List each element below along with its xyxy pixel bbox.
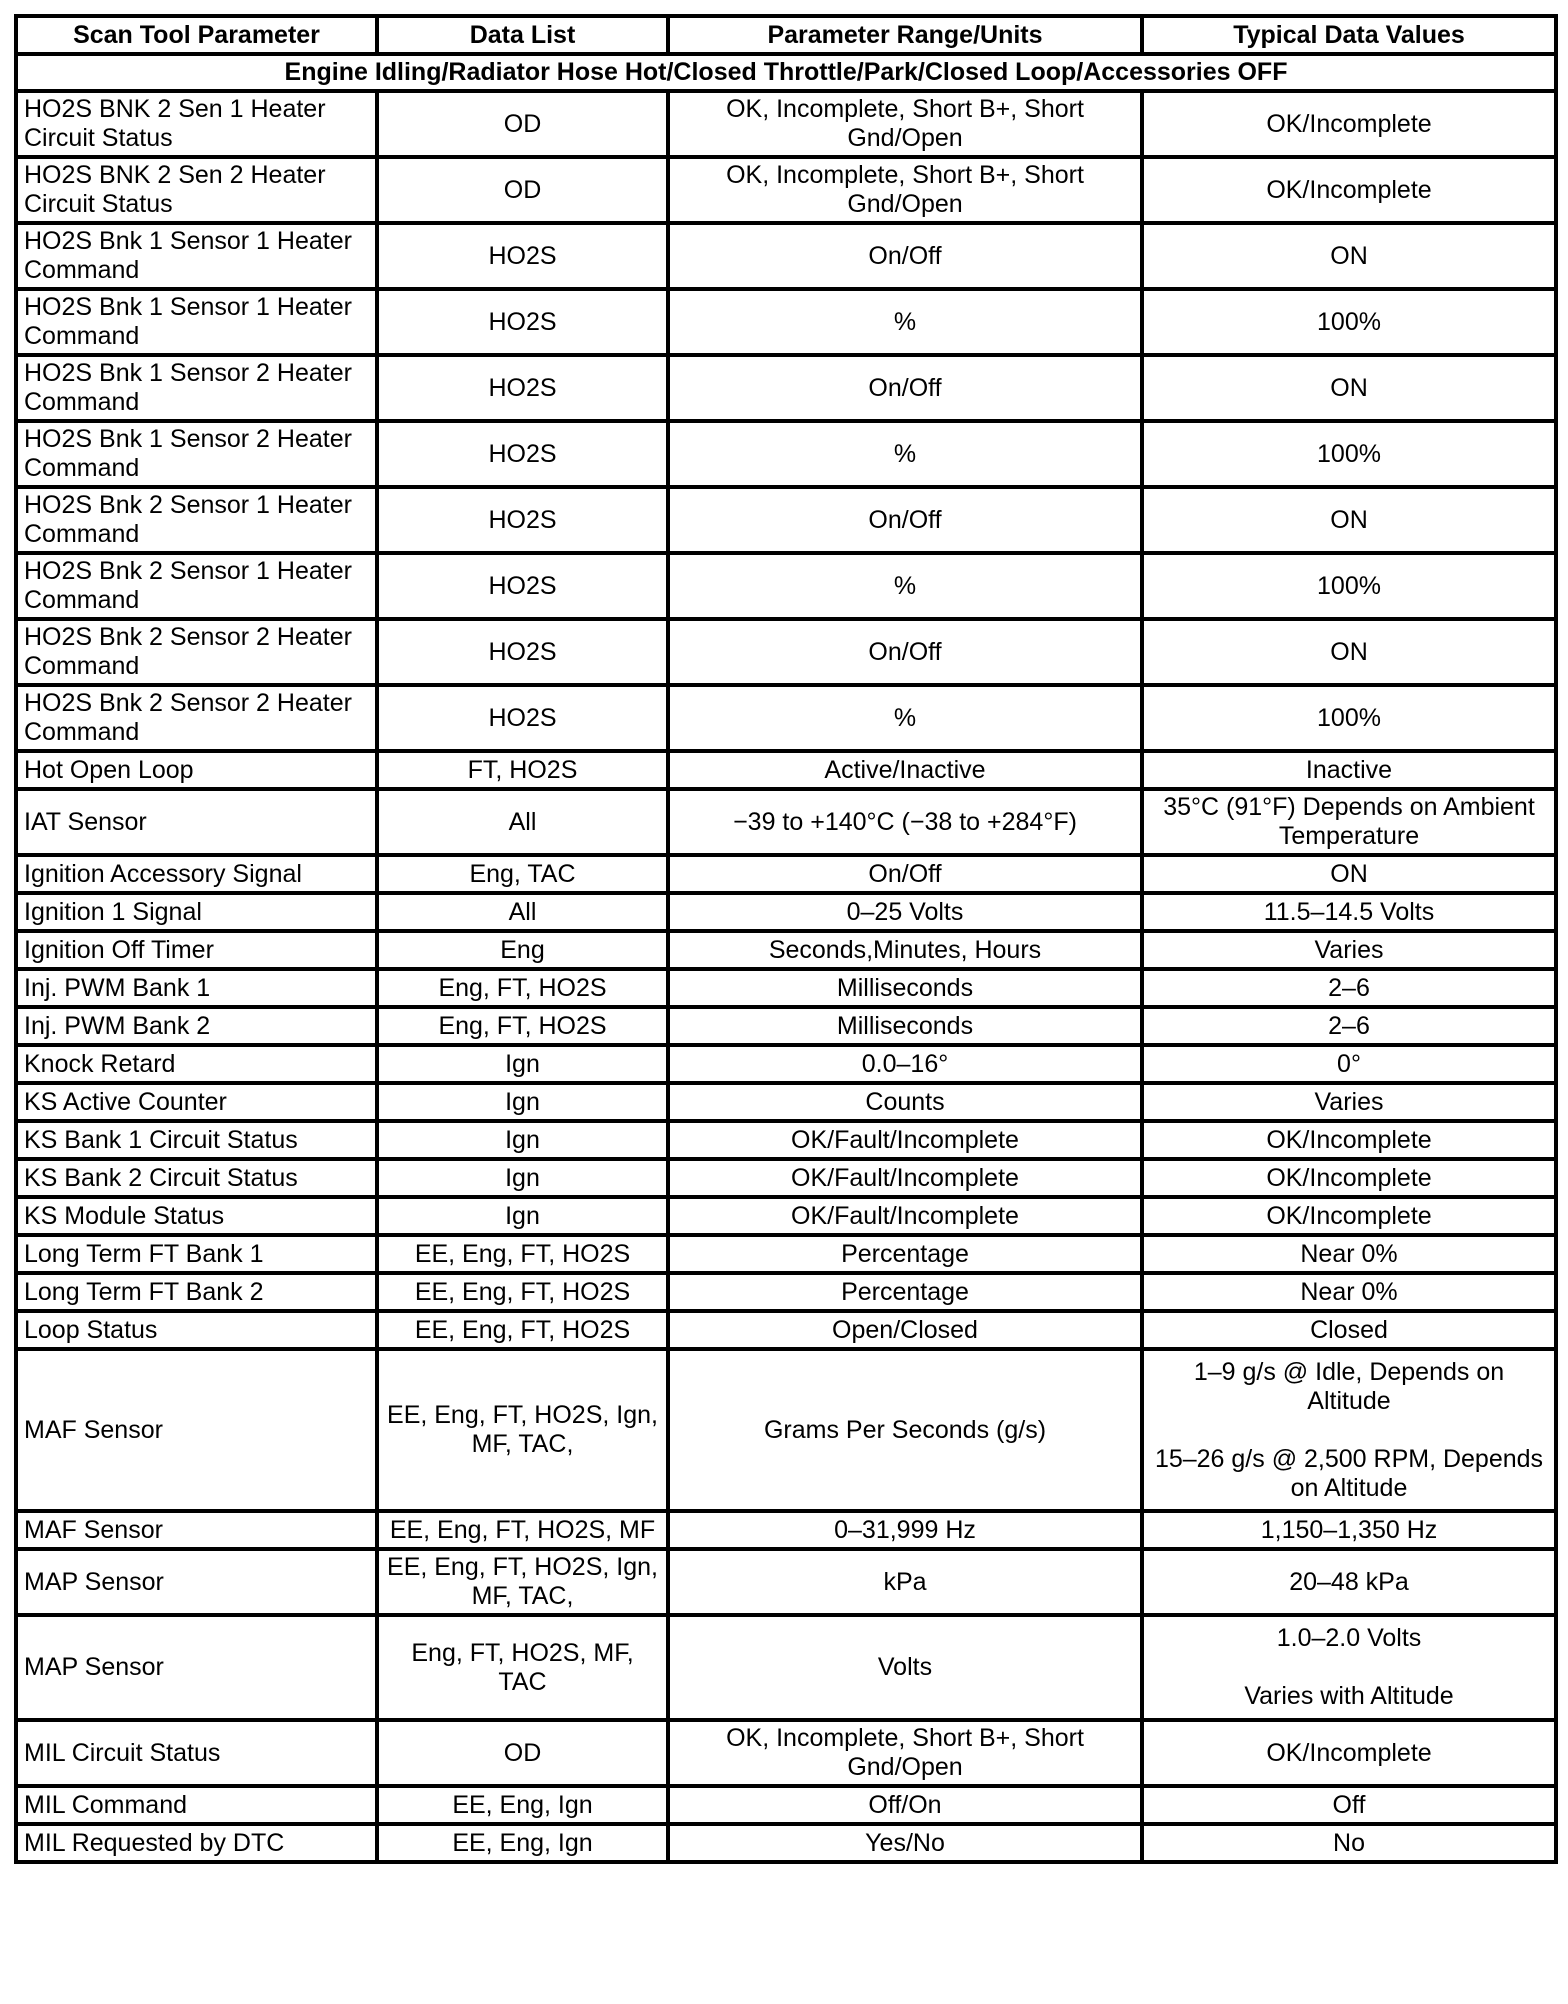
cell-typical-value [1142,855,1556,893]
cell-typical-value-text: No [1333,1828,1365,1857]
cell-typical-value [1142,1511,1556,1549]
cell-typical-value [1142,1615,1556,1720]
cell-range-units [668,1511,1142,1549]
cell-parameter [16,157,377,223]
cell-data-list [377,855,668,893]
cell-typical-value [1142,893,1556,931]
cell-range-units [668,1159,1142,1197]
cell-parameter-text: Knock Retard [24,1049,176,1078]
cell-parameter-text: MIL Circuit Status [24,1738,221,1767]
cell-parameter-text: KS Active Counter [24,1087,227,1116]
header-typical-data-values: Typical Data Values [1142,16,1556,54]
cell-parameter [16,931,377,969]
cell-parameter [16,91,377,157]
cell-range-units [668,1786,1142,1824]
cell-typical-value-text: OK/Incomplete [1266,1163,1432,1192]
cell-range-units [668,487,1142,553]
cell-data-list [377,355,668,421]
cell-data-list-text: Ign [505,1049,540,1078]
cell-data-list-text: HO2S [488,439,557,468]
cell-range-units-text: −39 to +140°C (−38 to +284°F) [733,807,1077,836]
cell-data-list-text: HO2S [488,505,557,534]
header-data-list: Data List [377,16,668,54]
cell-parameter [16,421,377,487]
table-row [16,1615,1556,1720]
cell-data-list [377,1197,668,1235]
cell-data-list-text: EE, Eng, FT, HO2S [414,1315,631,1344]
cell-range-units [668,1045,1142,1083]
cell-data-list [377,1511,668,1549]
cell-parameter-text: MIL Command [24,1790,188,1819]
cell-range-units [668,619,1142,685]
cell-typical-value-text: ON [1330,241,1368,270]
cell-typical-value-text: 100% [1317,439,1381,468]
cell-typical-value [1142,223,1556,289]
cell-parameter-text: Loop Status [24,1315,158,1344]
cell-data-list [377,553,668,619]
cell-data-list [377,1311,668,1349]
cell-data-list [377,1121,668,1159]
cell-typical-value-text: 100% [1317,703,1381,732]
cell-range-units [668,553,1142,619]
table-row [16,789,1556,855]
cell-parameter [16,1121,377,1159]
cell-typical-value-text: Varies [1314,1087,1384,1116]
cell-parameter [16,685,377,751]
cell-data-list-text: HO2S [488,241,557,270]
cell-data-list [377,1615,668,1720]
cell-data-list [377,1045,668,1083]
cell-data-list [377,91,668,157]
cell-parameter [16,789,377,855]
cell-parameter-text: Inj. PWM Bank 1 [24,973,211,1002]
cell-parameter [16,1549,377,1615]
cell-typical-value-text: OK/Incomplete [1266,109,1432,138]
cell-parameter-text: HO2S Bnk 2 Sensor 1 Heater Command [24,491,352,548]
cell-range-units [668,751,1142,789]
cell-range-units-text: 0–25 Volts [846,897,964,926]
cell-range-units-text: Milliseconds [836,1011,974,1040]
cell-range-units-text: On/Off [868,637,942,666]
cell-data-list [377,421,668,487]
cell-parameter-text: Ignition Accessory Signal [24,859,302,888]
cell-range-units [668,223,1142,289]
cell-parameter-text: HO2S BNK 2 Sen 1 Heater Circuit Status [24,95,326,152]
table-row [16,1235,1556,1273]
cell-data-list [377,619,668,685]
table-row [16,421,1556,487]
cell-range-units [668,893,1142,931]
cell-data-list [377,931,668,969]
cell-parameter [16,1311,377,1349]
cell-typical-value-text: 1–9 g/s @ Idle, Depends on Altitude 15–26 g/s @ 2,500 RPM, Depends on Altitude [1154,1357,1544,1502]
cell-typical-value [1142,157,1556,223]
cell-data-list-text: Eng, FT, HO2S [438,1011,607,1040]
table-row [16,685,1556,751]
cell-parameter [16,1235,377,1273]
cell-range-units [668,289,1142,355]
cell-parameter [16,289,377,355]
cell-range-units [668,1824,1142,1862]
cell-parameter-text: Inj. PWM Bank 2 [24,1011,211,1040]
cell-range-units-text: Percentage [841,1277,969,1306]
cell-range-units-text: Percentage [841,1239,969,1268]
cell-typical-value-text: Off [1332,1790,1366,1819]
cell-parameter [16,1007,377,1045]
cell-data-list-text: All [508,897,537,926]
cell-parameter-text: MAF Sensor [24,1415,163,1444]
cell-parameter-text: MAF Sensor [24,1515,163,1544]
cell-data-list [377,1720,668,1786]
cell-parameter [16,1720,377,1786]
cell-data-list [377,1159,668,1197]
cell-range-units-text: Grams Per Seconds (g/s) [763,1415,1047,1444]
cell-data-list-text: EE, Eng, FT, HO2S, Ign, MF, TAC, [387,1553,658,1610]
cell-range-units [668,685,1142,751]
cell-typical-value-text: 20–48 kPa [1289,1567,1409,1596]
header-parameter-range-units: Parameter Range/Units [668,16,1142,54]
cell-typical-value-text: 100% [1317,307,1381,336]
cell-range-units-text: Yes/No [865,1828,945,1857]
cell-typical-value-text: 100% [1317,571,1381,600]
table-row [16,1824,1556,1862]
cell-data-list-text: EE, Eng, FT, HO2S [414,1239,631,1268]
cell-parameter-text: HO2S Bnk 1 Sensor 1 Heater Command [24,227,352,284]
table-row [16,223,1556,289]
cell-typical-value [1142,1549,1556,1615]
table-row [16,1349,1556,1511]
cell-data-list-text: Eng, FT, HO2S, MF, TAC [411,1638,634,1696]
cell-range-units-text: % [893,571,917,600]
cell-parameter-text: HO2S Bnk 1 Sensor 1 Heater Command [24,293,352,350]
cell-parameter [16,223,377,289]
cell-data-list-text: Ign [505,1125,540,1154]
cell-data-list [377,1349,668,1511]
cell-typical-value [1142,1786,1556,1824]
cell-data-list-text: OD [503,109,542,138]
cell-typical-value [1142,1083,1556,1121]
cell-data-list-text: EE, Eng, FT, HO2S, Ign, MF, TAC, [387,1401,658,1458]
cell-data-list [377,289,668,355]
cell-parameter-text: KS Bank 1 Circuit Status [24,1125,298,1154]
cell-range-units-text: % [893,439,917,468]
cell-range-units [668,1349,1142,1511]
cell-range-units [668,1311,1142,1349]
cell-parameter-text: Ignition Off Timer [24,935,214,964]
table-row [16,289,1556,355]
cell-data-list-text: HO2S [488,703,557,732]
cell-range-units-text: On/Off [868,373,942,402]
scan-tool-data-table [14,14,1558,1864]
cell-range-units-text: 0.0–16° [861,1049,949,1078]
cell-data-list-text: EE, Eng, FT, HO2S [414,1277,631,1306]
cell-typical-value-text: 1,150–1,350 Hz [1260,1515,1438,1544]
cell-typical-value [1142,789,1556,855]
header-scan-tool-parameter: Scan Tool Parameter [16,16,377,54]
cell-data-list-text: Ign [505,1087,540,1116]
cell-data-list [377,157,668,223]
cell-parameter [16,1273,377,1311]
cell-range-units-text: On/Off [868,859,942,888]
cell-range-units-text: Off/On [868,1790,942,1819]
cell-parameter [16,355,377,421]
cell-data-list-text: OD [503,175,542,204]
cell-range-units-text: On/Off [868,505,942,534]
cell-typical-value-text: OK/Incomplete [1266,1125,1432,1154]
cell-data-list [377,789,668,855]
table-row [16,91,1556,157]
cell-parameter-text: KS Bank 2 Circuit Status [24,1163,298,1192]
cell-range-units [668,421,1142,487]
cell-typical-value [1142,1824,1556,1862]
cell-parameter-text: Ignition 1 Signal [24,897,202,926]
cell-data-list-text: FT, HO2S [467,755,578,784]
table-row [16,1511,1556,1549]
cell-typical-value [1142,619,1556,685]
cell-typical-value-text: 1.0–2.0 Volts Varies with Altitude [1244,1624,1454,1710]
cell-typical-value-text: Varies [1314,935,1384,964]
cell-typical-value-text: ON [1330,505,1368,534]
cell-range-units-text: Milliseconds [836,973,974,1002]
cell-range-units-text: Active/Inactive [824,755,986,784]
cell-parameter-text: MAP Sensor [24,1567,164,1596]
cell-range-units [668,157,1142,223]
cell-parameter [16,1786,377,1824]
cell-parameter-text: IAT Sensor [24,807,147,836]
cell-range-units-text: OK/Fault/Incomplete [791,1201,1019,1230]
table-row [16,931,1556,969]
cell-range-units [668,855,1142,893]
cell-parameter-text: HO2S Bnk 1 Sensor 2 Heater Command [24,359,352,416]
cell-range-units [668,355,1142,421]
condition-banner: Engine Idling/Radiator Hose Hot/Closed Throttle/Park/Closed Loop/Accessories OFF [16,54,1556,91]
cell-parameter [16,619,377,685]
cell-typical-value [1142,969,1556,1007]
cell-data-list [377,223,668,289]
cell-range-units [668,1549,1142,1615]
cell-range-units-text: OK, Incomplete, Short B+, Short Gnd/Open [726,161,1084,218]
cell-typical-value [1142,1197,1556,1235]
cell-range-units [668,1720,1142,1786]
cell-parameter [16,1197,377,1235]
cell-data-list [377,969,668,1007]
cell-range-units [668,1007,1142,1045]
table-row [16,1121,1556,1159]
cell-typical-value-text: ON [1330,637,1368,666]
table-row [16,553,1556,619]
condition-row [16,54,1556,91]
cell-typical-value [1142,1045,1556,1083]
table-row [16,1786,1556,1824]
cell-typical-value [1142,289,1556,355]
cell-range-units [668,1273,1142,1311]
table-row [16,1197,1556,1235]
cell-range-units-text: OK, Incomplete, Short B+, Short Gnd/Open [726,1724,1084,1781]
cell-typical-value-text: 2–6 [1328,973,1370,1002]
cell-data-list-text: OD [503,1738,542,1767]
table-row [16,751,1556,789]
cell-typical-value [1142,355,1556,421]
table-row [16,1045,1556,1083]
cell-typical-value [1142,421,1556,487]
cell-parameter [16,1615,377,1720]
cell-range-units-text: kPa [883,1567,927,1596]
cell-range-units [668,1197,1142,1235]
cell-typical-value [1142,553,1556,619]
table-row [16,855,1556,893]
table-body [16,54,1556,1862]
cell-data-list [377,1083,668,1121]
cell-typical-value-text: Closed [1310,1315,1388,1344]
cell-typical-value [1142,1273,1556,1311]
cell-typical-value-text: 35°C (91°F) Depends on Ambient Temperature [1163,793,1535,850]
cell-data-list-text: Ign [505,1163,540,1192]
cell-parameter [16,751,377,789]
cell-data-list [377,893,668,931]
cell-parameter-text: MIL Requested by DTC [24,1828,285,1857]
table-row [16,157,1556,223]
cell-typical-value [1142,91,1556,157]
cell-range-units [668,969,1142,1007]
cell-data-list [377,1235,668,1273]
cell-parameter-text: MAP Sensor [24,1653,164,1681]
cell-typical-value [1142,685,1556,751]
cell-typical-value [1142,1159,1556,1197]
cell-data-list-text: HO2S [488,373,557,402]
cell-parameter-text: Long Term FT Bank 1 [24,1239,264,1268]
cell-parameter-text: KS Module Status [24,1201,225,1230]
cell-data-list [377,1824,668,1862]
cell-parameter [16,893,377,931]
cell-parameter-text: HO2S Bnk 2 Sensor 1 Heater Command [24,557,352,614]
cell-typical-value [1142,487,1556,553]
cell-data-list-text: HO2S [488,637,557,666]
cell-typical-value [1142,1007,1556,1045]
table-row [16,1720,1556,1786]
cell-range-units-text: OK/Fault/Incomplete [791,1125,1019,1154]
cell-typical-value-text: 11.5–14.5 Volts [1263,897,1435,926]
cell-data-list [377,1786,668,1824]
cell-range-units-text: % [893,307,917,336]
cell-range-units-text: 0–31,999 Hz [834,1515,976,1544]
cell-parameter [16,1349,377,1511]
cell-data-list [377,487,668,553]
table-row [16,1549,1556,1615]
cell-parameter-text: HO2S Bnk 1 Sensor 2 Heater Command [24,425,352,482]
cell-parameter-text: HO2S Bnk 2 Sensor 2 Heater Command [24,689,352,746]
cell-parameter [16,1159,377,1197]
table-row [16,1159,1556,1197]
cell-typical-value-text: OK/Incomplete [1266,1738,1432,1767]
cell-typical-value [1142,1720,1556,1786]
cell-typical-value-text: OK/Incomplete [1266,175,1432,204]
cell-data-list [377,685,668,751]
cell-data-list-text: EE, Eng, FT, HO2S, MF [389,1515,656,1544]
cell-typical-value [1142,1349,1556,1511]
cell-data-list-text: Eng [500,935,545,964]
cell-range-units [668,789,1142,855]
cell-range-units [668,91,1142,157]
cell-typical-value-text: 2–6 [1328,1011,1370,1040]
cell-range-units [668,1235,1142,1273]
cell-typical-value [1142,931,1556,969]
cell-range-units [668,931,1142,969]
cell-typical-value [1142,1121,1556,1159]
header-row [16,16,1556,54]
cell-range-units-text: OK, Incomplete, Short B+, Short Gnd/Open [726,95,1084,152]
cell-typical-value-text: 0° [1337,1049,1361,1078]
cell-data-list-text: HO2S [488,307,557,336]
cell-parameter [16,969,377,1007]
cell-typical-value-text: Inactive [1305,755,1393,784]
cell-parameter [16,1824,377,1862]
cell-parameter-text: Hot Open Loop [24,755,194,784]
cell-data-list [377,1549,668,1615]
cell-typical-value-text: Near 0% [1300,1239,1398,1268]
cell-range-units-text: Open/Closed [832,1315,978,1344]
cell-parameter [16,855,377,893]
table-row [16,893,1556,931]
table-row [16,1311,1556,1349]
cell-data-list-text: Eng, FT, HO2S [438,973,607,1002]
cell-range-units-text: Counts [865,1087,945,1116]
cell-range-units-text: Volts [877,1653,933,1681]
table-row [16,1273,1556,1311]
cell-parameter [16,553,377,619]
cell-data-list [377,1007,668,1045]
cell-parameter-text: HO2S Bnk 2 Sensor 2 Heater Command [24,623,352,680]
cell-data-list-text: All [508,807,537,836]
table-row [16,1007,1556,1045]
cell-data-list-text: HO2S [488,571,557,600]
table-row [16,487,1556,553]
cell-parameter [16,1083,377,1121]
cell-parameter-text: HO2S BNK 2 Sen 2 Heater Circuit Status [24,161,326,218]
cell-range-units-text: On/Off [868,241,942,270]
cell-data-list-text: Ign [505,1201,540,1230]
cell-data-list-text: EE, Eng, Ign [452,1790,593,1819]
cell-range-units [668,1121,1142,1159]
cell-parameter [16,1511,377,1549]
cell-typical-value [1142,1235,1556,1273]
cell-data-list [377,1273,668,1311]
cell-typical-value [1142,751,1556,789]
cell-range-units [668,1083,1142,1121]
cell-range-units-text: Seconds,Minutes, Hours [768,935,1042,964]
table-row [16,619,1556,685]
cell-parameter [16,1045,377,1083]
cell-typical-value-text: OK/Incomplete [1266,1201,1432,1230]
table-row [16,355,1556,421]
cell-range-units-text: OK/Fault/Incomplete [791,1163,1019,1192]
cell-parameter [16,487,377,553]
cell-typical-value-text: ON [1330,373,1368,402]
table-row [16,969,1556,1007]
cell-range-units-text: % [893,703,917,732]
cell-range-units [668,1615,1142,1720]
cell-parameter-text: Long Term FT Bank 2 [24,1277,264,1306]
cell-data-list-text: Eng, TAC [469,859,576,888]
cell-typical-value-text: ON [1330,859,1368,888]
cell-typical-value [1142,1311,1556,1349]
cell-data-list-text: EE, Eng, Ign [452,1828,593,1857]
cell-data-list [377,751,668,789]
cell-typical-value-text: Near 0% [1300,1277,1398,1306]
table-row [16,1083,1556,1121]
